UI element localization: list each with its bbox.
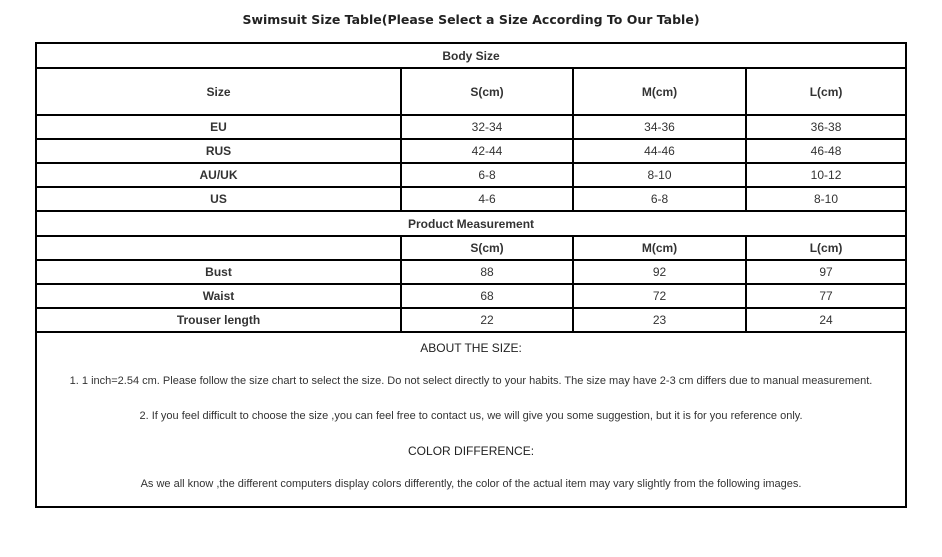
row-label: Trouser length (36, 308, 401, 332)
page-title: Swimsuit Size Table(Please Select a Size According To Our Table) (242, 12, 700, 27)
column-header-m: M(cm) (573, 236, 746, 260)
row-label: EU (36, 115, 401, 139)
cell-value: 10-12 (746, 163, 906, 187)
cell-value: 77 (746, 284, 906, 308)
about-size-heading: ABOUT THE SIZE: (420, 341, 522, 355)
product-measurement-heading: Product Measurement (36, 211, 906, 236)
table-row (36, 187, 906, 211)
cell-value: 92 (573, 260, 746, 284)
size-note-1: 1. 1 inch=2.54 cm. Please follow the size chart to select the size. Do not select directly to your habits. The size may have 2-3 cm differs due to manual measurement. (69, 375, 873, 387)
cell-value: 44-46 (573, 139, 746, 163)
cell-value: 24 (746, 308, 906, 332)
cell-value: 8-10 (746, 187, 906, 211)
column-header-blank (36, 236, 401, 260)
row-label: US (36, 187, 401, 211)
cell-value: 22 (401, 308, 573, 332)
column-header-l: L(cm) (746, 68, 906, 115)
cell-value: 6-8 (401, 163, 573, 187)
cell-value: 6-8 (573, 187, 746, 211)
product-measurement-header-row (36, 236, 906, 260)
cell-value: 88 (401, 260, 573, 284)
body-size-heading: Body Size (36, 43, 906, 68)
table-row (36, 163, 906, 187)
column-header-s: S(cm) (401, 68, 573, 115)
cell-value: 32-34 (401, 115, 573, 139)
cell-value: 8-10 (573, 163, 746, 187)
cell-value: 72 (573, 284, 746, 308)
notes-row (36, 332, 906, 507)
size-note-2: 2. If you feel difficult to choose the size ,you can feel free to contact us, we will give you some suggestion, but it is for you reference only. (139, 410, 803, 422)
table-row (36, 260, 906, 284)
table-row (36, 284, 906, 308)
row-label: Waist (36, 284, 401, 308)
cell-value: 42-44 (401, 139, 573, 163)
body-size-heading-row (36, 43, 906, 68)
cell-value: 23 (573, 308, 746, 332)
notes-cell (36, 332, 906, 507)
cell-value: 36-38 (746, 115, 906, 139)
body-size-header-row (36, 68, 906, 115)
column-header-l: L(cm) (746, 236, 906, 260)
color-difference-note: As we all know ,the different computers display colors differently, the color of the actual item may vary slightly from the following images. (140, 478, 802, 490)
row-label: Bust (36, 260, 401, 284)
cell-value: 46-48 (746, 139, 906, 163)
column-header-s: S(cm) (401, 236, 573, 260)
product-measurement-heading-row (36, 211, 906, 236)
size-table (35, 42, 907, 508)
cell-value: 68 (401, 284, 573, 308)
row-label: RUS (36, 139, 401, 163)
table-row (36, 308, 906, 332)
table-row (36, 115, 906, 139)
row-label: AU/UK (36, 163, 401, 187)
cell-value: 4-6 (401, 187, 573, 211)
table-row (36, 139, 906, 163)
column-header-size: Size (36, 68, 401, 115)
cell-value: 97 (746, 260, 906, 284)
cell-value: 34-36 (573, 115, 746, 139)
color-difference-heading: COLOR DIFFERENCE: (408, 444, 535, 458)
column-header-m: M(cm) (573, 68, 746, 115)
